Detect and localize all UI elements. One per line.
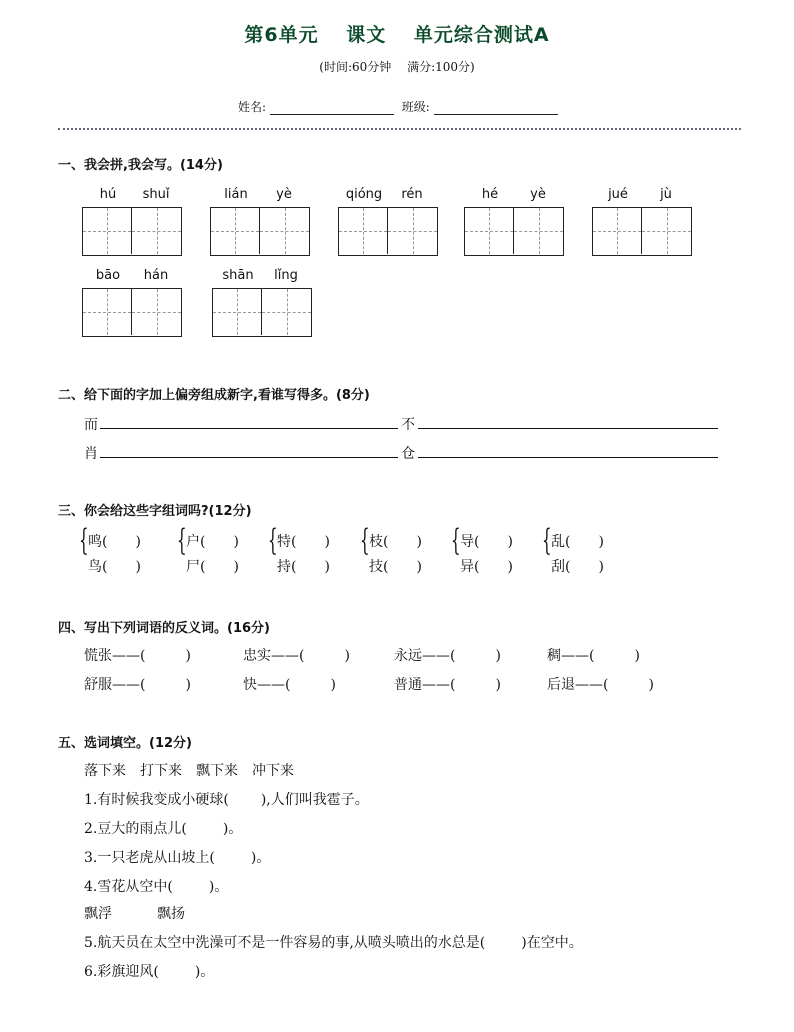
pinyin: rén (401, 187, 423, 202)
time-limit: (时间:60分钟 (319, 60, 392, 74)
word-pair: 导( ) (460, 534, 513, 550)
char-prompt: 仓 (401, 446, 415, 462)
brace: { (542, 523, 552, 558)
brace: { (451, 523, 461, 558)
brace: { (79, 523, 89, 558)
word-pair: 特( ) (277, 534, 330, 550)
section4-title: 四、写出下列词语的反义词。(16分) (58, 621, 270, 636)
word-pair: 枝( ) (369, 534, 422, 550)
pinyin: jù (660, 187, 672, 202)
antonym-item: 普通——( ) (394, 677, 501, 693)
question-5: 5.航天员在太空中洗澡可不是一件容易的事,从喷头喷出的水总是( )在空中。 (84, 935, 583, 951)
char-prompt: 不 (401, 417, 415, 433)
name-class-row (238, 98, 558, 115)
page-title (0, 20, 794, 47)
brace: { (360, 523, 370, 558)
writing-grid[interactable] (592, 207, 692, 256)
title-subject: 课文 (346, 24, 387, 46)
pinyin: shuǐ (142, 187, 170, 202)
answer-line[interactable] (100, 457, 398, 458)
answer-line[interactable] (418, 428, 718, 429)
word-pair: 异( ) (460, 559, 513, 575)
section3-title: 三、你会给这些字组词吗?(12分) (58, 504, 252, 519)
pinyin: bāo (95, 268, 121, 283)
name-label: 姓名: (238, 100, 267, 114)
pinyin: lǐng (274, 268, 298, 283)
antonym-item: 快——( ) (243, 677, 336, 693)
writing-grid[interactable] (82, 207, 182, 256)
word-pair: 户( ) (186, 534, 239, 550)
question-2: 2.豆大的雨点儿( )。 (84, 821, 243, 837)
brace: { (177, 523, 187, 558)
pinyin: shān (222, 268, 254, 283)
pinyin: hú (99, 187, 117, 202)
section2-title: 二、给下面的字加上偏旁组成新字,看谁写得多。(8分) (58, 388, 370, 403)
name-field[interactable] (270, 101, 394, 115)
antonym-item: 稠——( ) (547, 648, 640, 664)
answer-line[interactable] (418, 457, 718, 458)
word-pair: 乱( ) (551, 534, 604, 550)
pinyin: qióng (345, 187, 383, 202)
writing-grid[interactable] (464, 207, 564, 256)
writing-grid[interactable] (338, 207, 438, 256)
antonym-item: 永远——( ) (394, 648, 501, 664)
section1-title: 一、我会拼,我会写。(14分) (58, 158, 223, 173)
class-field[interactable] (434, 101, 558, 115)
class-label: 班级: (401, 100, 430, 114)
char-prompt: 肖 (84, 446, 98, 462)
question-1: 1.有时候我变成小硬球( ),人们叫我雹子。 (84, 792, 369, 808)
title-unit: 第6单元 (244, 24, 319, 46)
title-test: 单元综合测试A (413, 24, 550, 46)
pinyin: hé (481, 187, 499, 202)
question-3: 3.一只老虎从山坡上( )。 (84, 850, 271, 866)
writing-grid[interactable] (212, 288, 312, 337)
brace: { (268, 523, 278, 558)
pinyin: jué (608, 187, 628, 202)
dotted-divider (58, 128, 741, 130)
full-score: 满分:100分) (407, 60, 475, 74)
section5-title: 五、选词填空。(12分) (58, 736, 192, 751)
time-score-line (0, 58, 794, 75)
word-pair: 鸟( ) (88, 559, 141, 575)
pinyin: lián (224, 187, 248, 202)
char-prompt: 而 (84, 417, 98, 433)
word-pair: 刮( ) (551, 559, 604, 575)
word-pair: 持( ) (277, 559, 330, 575)
antonym-item: 慌张——( ) (84, 648, 191, 664)
answer-line[interactable] (100, 428, 398, 429)
word-choices: 飘浮 飘扬 (84, 906, 185, 922)
pinyin: hán (143, 268, 169, 283)
antonym-item: 忠实——( ) (243, 648, 350, 664)
word-choices: 落下来 打下来 飘下来 冲下来 (84, 763, 294, 779)
word-pair: 技( ) (369, 559, 422, 575)
question-6: 6.彩旗迎风( )。 (84, 964, 215, 980)
word-pair: 尸( ) (186, 559, 239, 575)
writing-grid[interactable] (210, 207, 310, 256)
antonym-item: 舒服——( ) (84, 677, 191, 693)
pinyin: yè (276, 187, 292, 202)
writing-grid[interactable] (82, 288, 182, 337)
pinyin: yè (530, 187, 546, 202)
question-4: 4.雪花从空中( )。 (84, 879, 229, 895)
antonym-item: 后退——( ) (547, 677, 654, 693)
word-pair: 鸣( ) (88, 534, 141, 550)
